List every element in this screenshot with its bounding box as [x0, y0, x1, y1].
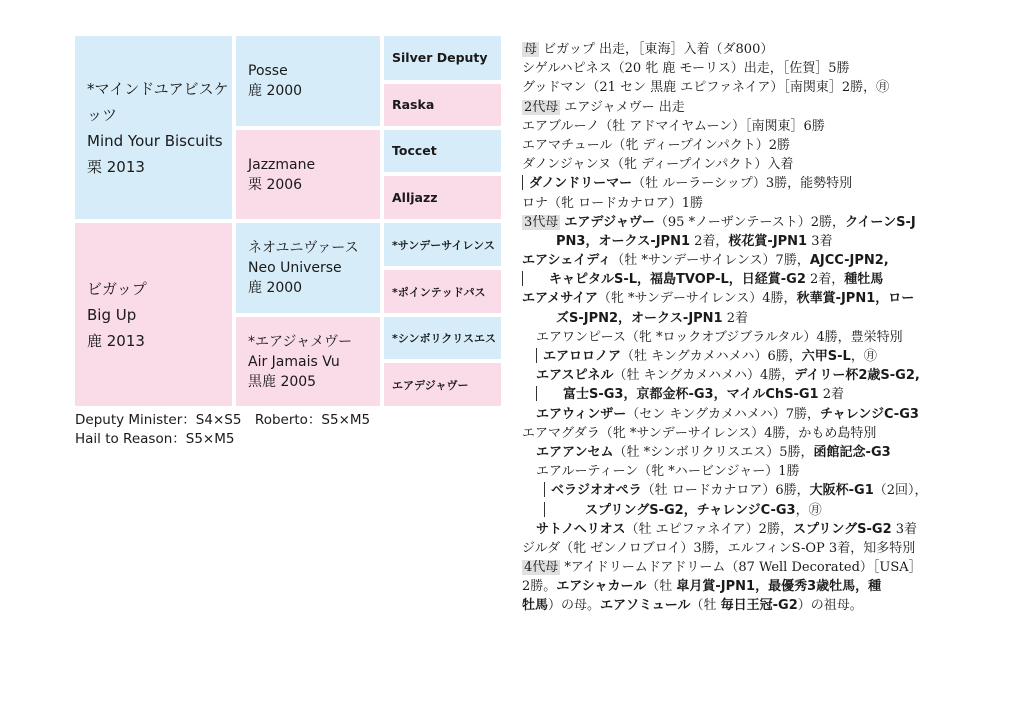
line-text: エアマチュール（牝 ディープインパクト）2勝: [522, 137, 790, 153]
dam-sire-name-jp: ネオユニヴァース: [248, 240, 359, 256]
indent-bar: [536, 386, 537, 401]
dam-dam-name-en: Air Jamais Vu: [248, 353, 340, 370]
line-text: 2着，: [805, 272, 845, 288]
inbreeding-line-1: Deputy Minister：S4×S5 Roberto：S5×M5: [75, 412, 371, 428]
family-line: [522, 232, 962, 251]
dam-cell: [75, 223, 232, 406]
line-text: 2着: [818, 387, 845, 403]
indent-bar: [544, 482, 545, 497]
line-text: （牡 キングカメハメハ）6勝，: [621, 349, 802, 364]
line-text: 2着: [722, 310, 749, 326]
line-text: 3着: [891, 521, 918, 537]
horse-name-bold: エアアンセム: [536, 444, 614, 460]
indent-bar: [544, 502, 545, 517]
g3-cell-8: [384, 363, 501, 406]
race-bold: スプリングS-G2: [792, 521, 892, 537]
line-text: *アイドリームドアドリーム（87 Well Decorated）［USA］: [560, 560, 922, 576]
race-bold: 桜花賞-JPN1: [728, 233, 808, 249]
family-line: [522, 577, 962, 596]
sire-dam-cell: [236, 130, 380, 219]
line-text: （牡: [646, 579, 677, 595]
g3-cell-7: [384, 317, 501, 359]
race-bold: 皐月賞-JPN1，最優秀3歳牡馬，種: [676, 579, 882, 595]
horse-name-bold: エアシャカール: [556, 579, 647, 595]
line-text: ロナ（牝 ロードカナロア）1勝: [522, 195, 704, 211]
line-text: 2勝。: [522, 579, 557, 595]
horse-name-bold: ダノンドリーマー: [529, 176, 633, 192]
family-line: [522, 481, 962, 500]
family-line: [522, 462, 962, 481]
g3-name-6: *ポインテッドパス: [392, 285, 486, 299]
g3-cell-2: [384, 84, 501, 126]
generation-tag: 2代母: [524, 99, 559, 115]
line-text: 3着: [807, 233, 833, 249]
line-text: ，㊊: [850, 349, 877, 364]
line-text: 2着，: [690, 233, 729, 249]
sire-name-jp: *マインドユアビスケッツ: [87, 79, 229, 124]
generation-tag: 3代母: [524, 214, 559, 230]
g3-name-5: *サンデーサイレンス: [392, 238, 495, 252]
race-bold: 種牡馬: [844, 272, 884, 288]
dam-sire-cell: [236, 223, 380, 313]
line-text: エアブルーノ（牡 アドマイヤムーン）［南関東］6勝: [522, 118, 825, 134]
line-text: （牝 *サンデーサイレンス）4勝，: [597, 291, 797, 307]
family-line: [522, 213, 962, 232]
sire-sire-cell: [236, 36, 380, 126]
generation-tag: 4代母: [524, 560, 559, 576]
dam-dam-color-year: 黒鹿 2005: [248, 373, 317, 390]
family-line: [522, 443, 962, 462]
family-line: [522, 539, 962, 558]
family-line: [522, 309, 962, 328]
race-bold: 富士S-G3，京都金杯-G3，マイルChS-G1: [563, 387, 819, 403]
race-bold: デイリー杯2歳S-G2,: [794, 368, 920, 384]
g3-name-3: Toccet: [392, 143, 437, 158]
family-line: [522, 289, 962, 308]
line-text: ）の祖母。: [797, 598, 863, 614]
line-text: （牡 ロードカナロア）6勝，: [641, 483, 810, 499]
g3-name-7: *シンボリクリスエス: [392, 332, 497, 345]
family-record: [522, 40, 962, 616]
race-bold: PN3，オークス-JPN1: [556, 233, 691, 249]
line-text: （牡 エピファネイア）2勝，: [625, 521, 793, 537]
line-text: （牡: [690, 598, 721, 614]
sire-color-year: 栗 2013: [87, 157, 145, 176]
family-line: [522, 117, 962, 136]
horse-name-bold: エアウィンザー: [536, 406, 627, 422]
family-line: [522, 270, 962, 289]
sire-name-en: Mind Your Biscuits: [87, 131, 223, 150]
race-bold: AJCC-JPN2,: [809, 253, 889, 269]
family-line: [522, 59, 962, 78]
line-text: ダノンジャンヌ（牝 ディープインパクト）入着: [522, 157, 794, 173]
race-bold: キャピタルS-L，福島TVOP-L，日経賞-G2: [549, 272, 806, 288]
horse-name-bold: エアスピネル: [536, 368, 614, 384]
dam-name-en: Big Up: [87, 305, 137, 324]
g3-cell-1: [384, 36, 501, 80]
sire-sire-color-year: 鹿 2000: [248, 83, 303, 99]
g3-cell-3: [384, 130, 501, 172]
dam-dam-name-jp: *エアジャメヴー: [248, 333, 353, 350]
line-text: （牡 *シンボリクリスエス）5勝，: [613, 444, 814, 460]
family-line: [522, 501, 962, 520]
race-bold: クイーンS-J: [845, 214, 916, 230]
sire-sire-name: Posse: [248, 63, 288, 79]
sire-dam-color-year: 栗 2006: [248, 176, 303, 193]
g3-name-8: エアデジャヴー: [392, 378, 469, 392]
g3-cell-4: [384, 176, 501, 219]
dam-color-year: 鹿 2013: [87, 331, 145, 350]
family-line: [522, 174, 962, 193]
horse-name-bold: エアシェイディ: [522, 253, 612, 269]
indent-bar: [522, 271, 523, 286]
g3-cell-6: [384, 270, 501, 313]
race-bold: 牡馬: [522, 598, 549, 614]
family-line: [522, 98, 962, 117]
indent-bar: [522, 175, 523, 190]
family-line: [522, 78, 962, 97]
line-text: グッドマン（21 セン 黒鹿 エピファネイア）［南関東］2勝，㊊: [522, 80, 890, 96]
family-line: [522, 347, 962, 366]
family-line: [522, 40, 962, 59]
line-text: ，㊊: [795, 502, 822, 518]
race-bold: 六甲S-L: [801, 349, 851, 364]
family-line: [522, 328, 962, 347]
sire-dam-name: Jazzmane: [248, 156, 316, 173]
g3-name-1: Silver Deputy: [392, 50, 488, 65]
family-line: [522, 520, 962, 539]
line-text: エアマグダラ（牝 *サンデーサイレンス）4勝，かもめ島特別: [522, 425, 877, 441]
race-bold: 秋華賞-JPN1，ロー: [796, 291, 915, 307]
dam-dam-cell: [236, 317, 380, 406]
generation-tag: 母: [524, 42, 538, 57]
family-line: [522, 194, 962, 213]
family-line: [522, 155, 962, 174]
line-text: エアワンピース（牝 *ロックオブジブラルタル）4勝，豊栄特別: [536, 329, 903, 345]
family-line: [522, 424, 962, 443]
line-text: （セン キングカメハメハ）7勝，: [626, 406, 820, 422]
indent-bar: [536, 348, 537, 363]
dam-sire-name-en: Neo Universe: [248, 260, 342, 276]
line-text: （95 *ノーザンテースト）2勝，: [654, 214, 846, 230]
line-text: ビガップ 出走，［東海］入着（ダ800）: [539, 42, 774, 57]
family-line: [522, 366, 962, 385]
dam-sire-color-year: 鹿 2000: [248, 280, 303, 296]
line-text: （牡 キングカメハメハ）4勝，: [613, 368, 795, 384]
family-line: [522, 136, 962, 155]
race-bold: 函館記念-G3: [813, 444, 891, 460]
line-text: エアジャメヴー 出走: [560, 99, 685, 115]
line-text: （牡 *サンデーサイレンス）7勝，: [611, 253, 810, 269]
horse-name-bold: サトノヘリオス: [536, 521, 626, 537]
horse-name-bold: エアロロノア: [543, 349, 622, 364]
race-bold: 毎日王冠-G2: [720, 598, 798, 614]
horse-name-bold: ベラジオオペラ: [551, 483, 642, 499]
horse-name-bold: エアデジャヴー: [564, 214, 655, 230]
dam-name-jp: ビガップ: [87, 279, 147, 298]
line-text: （2回），: [873, 483, 928, 499]
race-bold: スプリングS-G2，チャレンジC-G3: [585, 502, 796, 518]
horse-name-bold: エアソミュール: [600, 598, 691, 614]
race-bold: チャレンジC-G3: [820, 406, 919, 422]
line-text: エアルーティーン（牝 *ハービンジャー）1勝: [536, 464, 800, 480]
family-line: [522, 596, 962, 615]
inbreeding-notes: [75, 411, 370, 449]
g3-cell-5: [384, 223, 501, 266]
family-line: [522, 251, 962, 270]
horse-name-bold: エアメサイア: [522, 291, 598, 307]
race-bold: 大阪杯-G1: [809, 483, 874, 499]
sire-cell: [75, 36, 232, 219]
line-text: ）の母。: [548, 598, 601, 614]
g3-name-2: Raska: [392, 97, 435, 112]
inbreeding-line-2: Hail to Reason：S5×M5: [75, 431, 235, 447]
pedigree-table: [75, 36, 501, 406]
g3-name-4: Alljazz: [392, 189, 438, 205]
family-line: [522, 405, 962, 424]
line-text: （牡 ルーラーシップ）3勝，能勢特別: [632, 176, 853, 192]
family-line: [522, 385, 962, 404]
family-line: [522, 558, 962, 577]
line-text: ジルダ（牝 ゼンノロブロイ）3勝，エルフィンS-OP 3着，知多特別: [522, 540, 916, 556]
race-bold: ズS-JPN2，オークス-JPN1: [556, 310, 723, 326]
line-text: シゲルハピネス（20 牝 鹿 モーリス）出走，［佐賀］5勝: [522, 61, 850, 77]
